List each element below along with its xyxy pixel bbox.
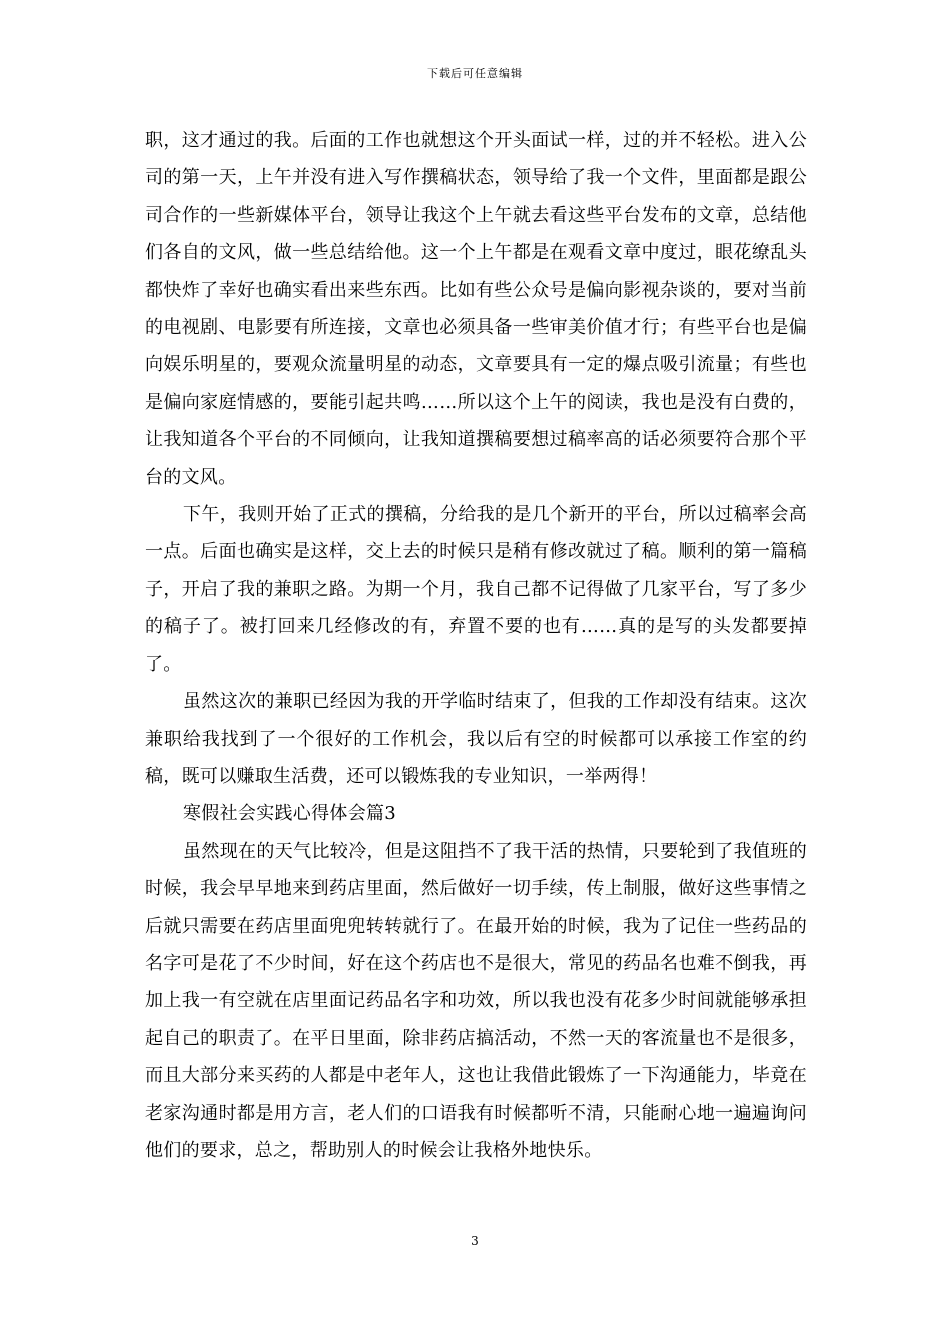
document-body bbox=[145, 122, 807, 1169]
paragraph-1: 职，这才通过的我。后面的工作也就想这个开头面试一样，过的并不轻松。进入公司的第一天，上午并没有进入写作撰稿状态，领导给了我一个文件，里面都是跟公司合作的一些新媒体平台，领导让我这个上午就去看这些平台发布的文章，总结他们各自的文风，做一些总结给他。这一个上午都是在观看文章中度过，眼花缭乱头都快炸了幸好也确实看出来些东西。比如有些公众号是偏向影视杂谈的，要对当前的电视剧、电影要有所连接，文章也必须具备一些审美价值才行；有些平台也是偏向娱乐明星的，要观众流量明星的动态，文章要具有一定的爆点吸引流量；有些也是偏向家庭情感的，要能引起共鸣……所以这个上午的阅读，我也是没有白费的，让我知道各个平台的不同倾向，让我知道撰稿要想过稿率高的话必须要符合那个平台的文风。 bbox=[145, 130, 807, 488]
page-number: 3 bbox=[471, 1234, 479, 1248]
paragraph-3: 虽然这次的兼职已经因为我的开学临时结束了，但我的工作却没有结束。这次兼职给我找到了一个很好的工作机会，我以后有空的时候都可以承接工作室的约稿，既可以赚取生活费，还可以锻炼我的专业知识，一举两得！ bbox=[145, 691, 807, 787]
paragraph-4: 虽然现在的天气比较冷，但是这阻挡不了我干活的热情，只要轮到了我值班的时候，我会早早地来到药店里面，然后做好一切手续，传上制服，做好这些事情之后就只需要在药店里面兜兜转转就行了。在最开始的时候，我为了记住一些药品的名字可是花了不少时间，好在这个药店也不是很大，常见的药品名也难不倒我，再加上我一有空就在店里面记药品名字和功效，所以我也没有花多少时间就能够承担起自己的职责了。在平日里面，除非药店搞活动，不然一天的客流量也不是很多，而且大部分来买药的人都是中老年人，这也让我借此锻炼了一下沟通能力，毕竟在老家沟通时都是用方言，老人们的口语我有时候都听不清，只能耐心地一遍遍询问他们的要求，总之，帮助别人的时候会让我格外地快乐。 bbox=[145, 840, 807, 1161]
page-header: 下载后可任意编辑 bbox=[427, 67, 523, 80]
section-heading: 寒假社会实践心得体会篇3 bbox=[183, 803, 397, 825]
paragraph-2: 下午，我则开始了正式的撰稿，分给我的是几个新开的平台，所以过稿率会高一点。后面也确实是这样，交上去的时候只是稍有修改就过了稿。顺利的第一篇稿子，开启了我的兼职之路。为期一个月，我自己都不记得做了几家平台，写了多少的稿子了。被打回来几经修改的有，弃置不要的也有……真的是写的头发都要掉了。 bbox=[145, 504, 807, 675]
